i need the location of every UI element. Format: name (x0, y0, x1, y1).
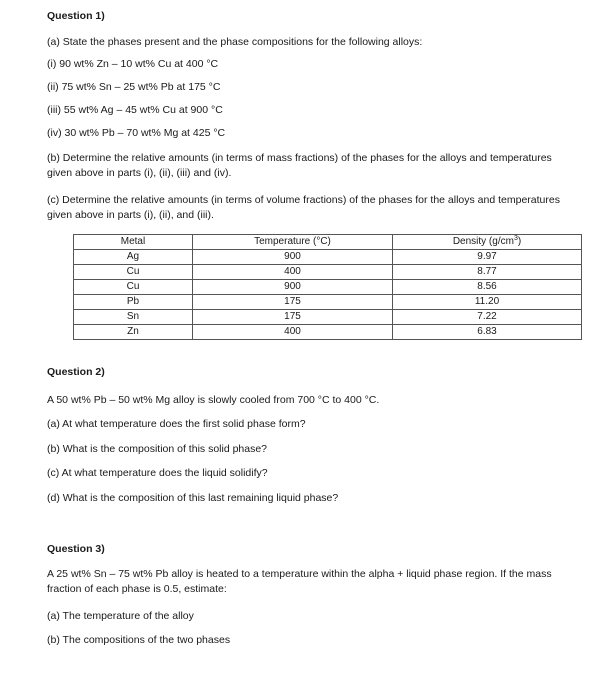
question-3-heading: Question 3) (47, 543, 105, 555)
header-temperature: Temperature (°C) (193, 235, 393, 250)
question-2-intro: A 50 wt% Pb – 50 wt% Mg alloy is slowly cooled from 700 °C to 400 °C. (47, 394, 380, 406)
table-row: Zn 400 6.83 (74, 325, 582, 340)
table-header-row (74, 235, 582, 250)
question-3b: (b) The compositions of the two phases (47, 634, 231, 646)
question-1b-text: (b) Determine the relative amounts (in terms of mass fractions) of the phases for the alloys and temperatures given above in parts (i), (ii), (iii) and (iv). (47, 152, 552, 179)
alloy-ii: (ii) 75 wt% Sn – 25 wt% Pb at 175 °C (47, 81, 221, 93)
header-density: Density $(g/cm^3)$ (393, 235, 582, 250)
question-2b: (b) What is the composition of this solid phase? (47, 443, 268, 455)
table-row: Pb 175 11.20 (74, 295, 582, 310)
question-3a: (a) The temperature of the alloy (47, 610, 194, 622)
question-3-intro: A 25 wt% Sn – 75 wt% Pb alloy is heated to a temperature within the alpha + liquid phase region. If the mass fraction of each phase is 0.5, estimate: (47, 568, 552, 595)
alloy-i: (i) 90 wt% Zn – 10 wt% Cu at 400 °C (47, 58, 219, 70)
question-2-heading: Question 2) (47, 366, 105, 378)
table-row: Cu 900 8.56 (74, 280, 582, 295)
question-2a: (a) At what temperature does the first solid phase form? (47, 418, 306, 430)
alloy-iv: (iv) 30 wt% Pb – 70 wt% Mg at 425 °C (47, 127, 226, 139)
table-row: Cu 400 8.77 (74, 265, 582, 280)
question-2c: (c) At what temperature does the liquid solidify? (47, 467, 268, 479)
question-1c-text: (c) Determine the relative amounts (in terms of volume fractions) of the phases for the alloys and temperatures given above in parts (i), (ii), and (iii). (47, 194, 560, 221)
alloy-iii: (iii) 55 wt% Ag – 45 wt% Cu at 900 °C (47, 104, 223, 116)
header-metal: Metal (74, 235, 193, 250)
table-row: Ag 900 9.97 (74, 250, 582, 265)
question-1-heading: Question 1) (47, 10, 105, 22)
question-2d: (d) What is the composition of this last remaining liquid phase? (47, 492, 339, 504)
table-row: Sn 175 7.22 (74, 310, 582, 325)
density-table (73, 234, 582, 340)
question-1a-text: (a) State the phases present and the phase compositions for the following alloys: (47, 36, 423, 48)
